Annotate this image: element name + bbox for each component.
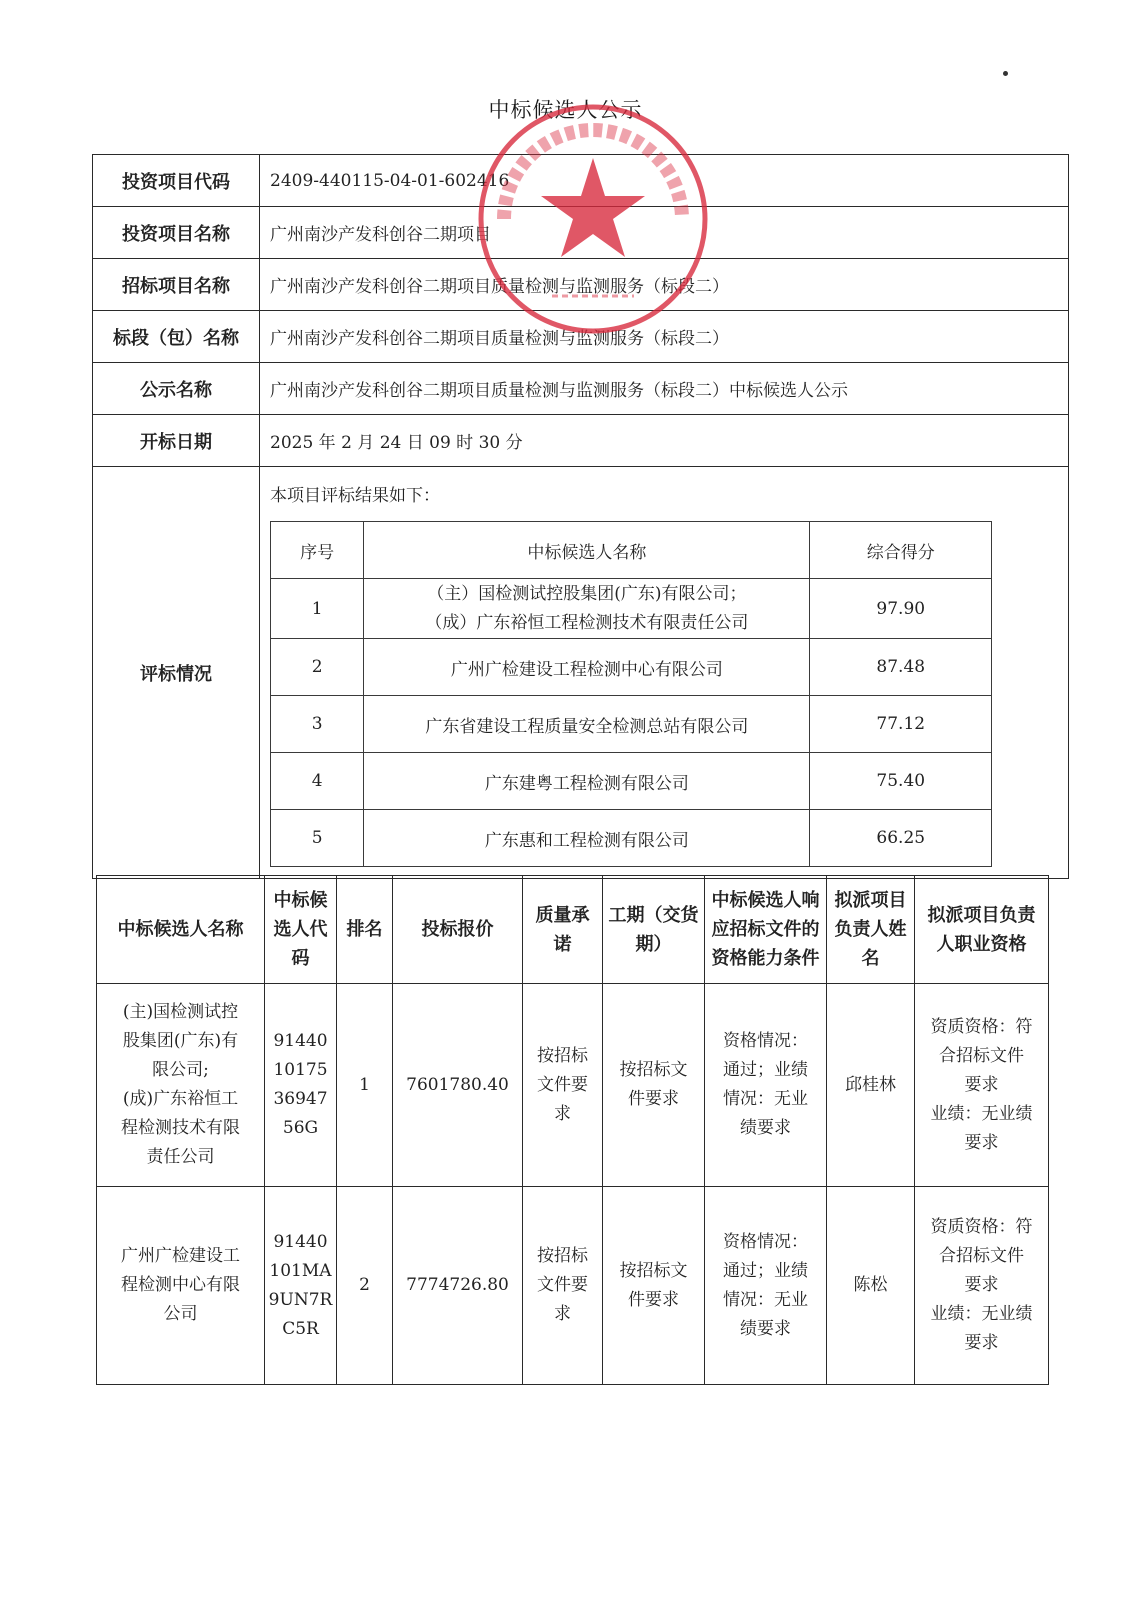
- eval-name-line: （成）广东裕恒工程检测技术有限责任公司: [425, 612, 749, 633]
- candidate-row-2: [97, 1187, 1049, 1385]
- eval-no: 5: [271, 810, 364, 867]
- text-line: 程检测技术有限: [121, 1118, 240, 1138]
- text-line: 通过；业绩: [723, 1060, 808, 1080]
- candidate-qualification: [705, 1187, 827, 1385]
- header-line: 质量承: [535, 904, 590, 926]
- notice-name-label: 公示名称: [93, 363, 260, 415]
- project-code-value: 2409-440115-04-01-602416: [260, 155, 1069, 207]
- text-line: 合招标文件: [939, 1045, 1024, 1066]
- eval-score: 66.25: [810, 810, 992, 867]
- eval-score: 75.40: [810, 753, 992, 810]
- text-line: 资格情况：: [723, 1031, 808, 1051]
- candidate-qualification: [705, 984, 827, 1187]
- header-line: 中标候: [273, 890, 328, 911]
- text-line: 件要求: [628, 1289, 679, 1310]
- notice-name-value: 广州南沙产发科创谷二期项目质量检测与监测服务（标段二）中标候选人公示: [260, 363, 1069, 415]
- evaluation-cell: [260, 467, 1069, 879]
- project-code-label: 投资项目代码: [93, 155, 260, 207]
- text-line: 按招标文: [619, 1060, 688, 1080]
- text-line: 56G: [282, 1118, 319, 1138]
- project-name-label: 投资项目名称: [93, 207, 260, 259]
- header-line: 工期（交货: [608, 904, 699, 926]
- eval-no: 1: [271, 579, 364, 639]
- header-line: 应招标文件的: [711, 919, 820, 940]
- text-line: 情况：无业: [723, 1089, 808, 1109]
- text-line: 件要求: [628, 1089, 679, 1109]
- evaluation-row-5: [271, 810, 992, 867]
- header-no: 序号: [271, 522, 364, 579]
- header-line: 中标候选人响: [711, 890, 820, 911]
- text-line: 求: [554, 1304, 571, 1324]
- text-line: 限公司;: [152, 1060, 209, 1080]
- text-line: 按招标: [537, 1045, 588, 1066]
- header-name: 中标候选人名称: [364, 522, 810, 579]
- candidate-quality: [523, 1187, 603, 1385]
- text-line: 情况：无业: [723, 1289, 808, 1310]
- eval-score: 97.90: [810, 579, 992, 639]
- eval-name-line: （主）国检测试控股集团(广东)有限公司；: [427, 583, 747, 604]
- text-line: 要求: [964, 1074, 999, 1095]
- header-line: 拟派项目负责: [927, 904, 1036, 926]
- project-name-value: 广州南沙产发科创谷二期项目: [260, 207, 1069, 259]
- eval-name: 广东省建设工程质量安全检测总站有限公司: [364, 696, 810, 753]
- header-qualification: [705, 876, 827, 984]
- header-line: 拟派项目: [834, 890, 907, 911]
- candidate-price: 7601780.40: [393, 984, 523, 1187]
- eval-name: 广州广检建设工程检测中心有限公司: [364, 639, 810, 696]
- header-score: 综合得分: [810, 522, 992, 579]
- candidate-name: [97, 1187, 265, 1385]
- text-line: 业绩：无业绩: [930, 1304, 1033, 1324]
- text-line: 文件要: [537, 1074, 588, 1095]
- evaluation-label: 评标情况: [93, 467, 260, 879]
- candidate-row-1: [97, 984, 1049, 1187]
- text-line: 101MA: [269, 1260, 332, 1281]
- evaluation-row-3: [271, 696, 992, 753]
- text-line: 91440: [273, 1031, 328, 1051]
- section-name-row: [93, 311, 1069, 363]
- header-line: 选人代: [273, 919, 328, 940]
- eval-name: [364, 579, 810, 639]
- text-line: 绩要求: [740, 1118, 791, 1138]
- evaluation-row-2: [271, 639, 992, 696]
- tender-name-label: 招标项目名称: [93, 259, 260, 311]
- candidate-manager: 邱桂林: [827, 984, 915, 1187]
- text-line: 文件要: [537, 1275, 588, 1295]
- page-title: 中标候选人公示: [488, 98, 643, 122]
- section-name-label: 标段（包）名称: [93, 311, 260, 363]
- text-line: 按招标文: [619, 1260, 688, 1281]
- text-line: 绩要求: [740, 1318, 791, 1339]
- candidate-table: [96, 875, 1049, 1385]
- text-line: 按招标: [537, 1246, 588, 1266]
- candidate-quality: [523, 984, 603, 1187]
- text-line: 广州广检建设工: [121, 1246, 240, 1266]
- eval-name: 广东建粤工程检测有限公司: [364, 753, 810, 810]
- candidate-manager-cert: [915, 1187, 1049, 1385]
- text-line: 股集团(广东)有: [122, 1031, 239, 1051]
- eval-name: 广东惠和工程检测有限公司: [364, 810, 810, 867]
- candidate-code: [265, 1187, 337, 1385]
- candidate-name: [97, 984, 265, 1187]
- header-line: 人职业资格: [936, 933, 1027, 955]
- evaluation-row-4: [271, 753, 992, 810]
- evaluation-row-1: [271, 579, 992, 639]
- header-manager-cert: [915, 876, 1049, 984]
- header-line: 负责人姓: [834, 919, 907, 940]
- header-quality: [523, 876, 603, 984]
- text-line: 资格情况：: [723, 1231, 808, 1252]
- text-line: 求: [554, 1103, 571, 1124]
- text-line: C5R: [282, 1318, 319, 1339]
- open-date-row: [93, 415, 1069, 467]
- text-line: 91440: [273, 1231, 328, 1252]
- notice-name-row: [93, 363, 1069, 415]
- header-manager: [827, 876, 915, 984]
- text-line: 要求: [964, 1333, 999, 1353]
- text-line: 要求: [964, 1132, 999, 1153]
- header-rank: 排名: [337, 876, 393, 984]
- candidate-rank: 2: [337, 1187, 393, 1385]
- text-line: 通过；业绩: [723, 1260, 808, 1281]
- candidate-price: 7774726.80: [393, 1187, 523, 1385]
- candidate-rank: 1: [337, 984, 393, 1187]
- text-line: 责任公司: [146, 1147, 215, 1167]
- eval-no: 2: [271, 639, 364, 696]
- candidate-period: [603, 1187, 705, 1385]
- evaluation-table: [270, 521, 992, 867]
- header-candidate-name: 中标候选人名称: [97, 876, 265, 984]
- candidate-manager: 陈松: [827, 1187, 915, 1385]
- eval-score: 77.12: [810, 696, 992, 753]
- candidate-code: [265, 984, 337, 1187]
- candidate-manager-cert: [915, 984, 1049, 1187]
- section-name-value: 广州南沙产发科创谷二期项目质量检测与监测服务（标段二）: [260, 311, 1069, 363]
- text-line: (主)国检测试控: [122, 1002, 239, 1022]
- text-line: 资质资格：符: [930, 1016, 1033, 1037]
- header-price: 投标报价: [393, 876, 523, 984]
- header-line: 资格能力条件: [711, 948, 820, 969]
- candidate-header-row: [97, 876, 1049, 984]
- project-code-row: [93, 155, 1069, 207]
- header-line: 名: [861, 948, 880, 969]
- eval-no: 3: [271, 696, 364, 753]
- tender-name-value: 广州南沙产发科创谷二期项目质量检测与监测服务（标段二）: [260, 259, 1069, 311]
- header-line: 码: [291, 948, 310, 969]
- evaluation-header-row: [271, 522, 992, 579]
- eval-no: 4: [271, 753, 364, 810]
- text-line: (成)广东裕恒工: [122, 1089, 239, 1109]
- evaluation-row: [93, 467, 1069, 879]
- header-period: [603, 876, 705, 984]
- scan-dot: [1003, 71, 1008, 76]
- text-line: 36947: [273, 1089, 328, 1109]
- text-line: 资质资格：符: [930, 1217, 1033, 1237]
- text-line: 公司: [163, 1304, 198, 1324]
- candidate-period: [603, 984, 705, 1187]
- text-line: 合招标文件: [939, 1246, 1024, 1266]
- open-date-label: 开标日期: [93, 415, 260, 467]
- tender-name-row: [93, 259, 1069, 311]
- open-date-value: 2025 年 2 月 24 日 09 时 30 分: [260, 415, 1069, 467]
- evaluation-intro: 本项目评标结果如下：: [270, 486, 440, 506]
- text-line: 程检测中心有限: [121, 1275, 240, 1295]
- header-line: 期）: [635, 933, 672, 955]
- text-line: 9UN7R: [268, 1289, 333, 1310]
- eval-score: 87.48: [810, 639, 992, 696]
- info-table: [92, 154, 1069, 879]
- text-line: 10175: [273, 1060, 328, 1080]
- text-line: 要求: [964, 1275, 999, 1295]
- header-candidate-code: [265, 876, 337, 984]
- text-line: 业绩：无业绩: [930, 1103, 1033, 1124]
- header-line: 诺: [553, 933, 572, 955]
- project-name-row: [93, 207, 1069, 259]
